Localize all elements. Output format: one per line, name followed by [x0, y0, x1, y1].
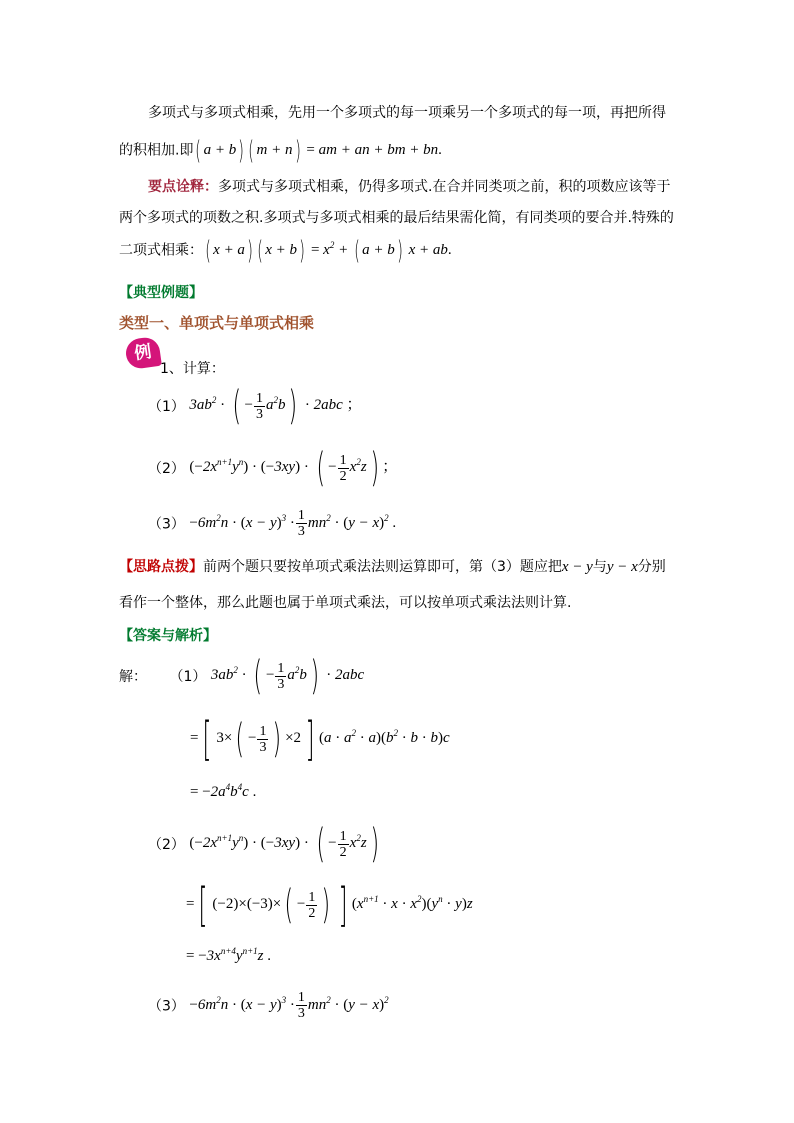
intro-line-2	[119, 138, 442, 164]
solution-1-label: （1）	[169, 669, 207, 685]
solution-2-line-1	[148, 821, 382, 867]
hint-line-2: 看作一个整体，那么此题也属于单项式乘法，可以按单项式乘法法则计算.	[119, 595, 572, 611]
solution-3-expression: $-6m^2n \cdot (x - y)^3$ · $\frac{1}{3}$ $mn^2 \cdot (y - x)^2$	[189, 990, 389, 1021]
problem-1-expression: $3ab^2$ · ( − $\frac{1}{3}$ $a^2b) \cdot 2abc$ ；	[189, 383, 362, 429]
hint-label: 【思路点拨】	[119, 559, 203, 575]
problem-3-expression: $-6m^2n \cdot (x - y)^3$ · $\frac{1}{3}$ $mn^2 \cdot (y - x)^2$ .	[189, 508, 397, 539]
problem-item-1	[148, 383, 362, 429]
answer-label: 【答案与解析】	[119, 628, 217, 644]
solution-1-step-1: =[ 3×( − $\frac{1}{3}$ ) ×2] $(a \cdot a^2 \cdot a)(b^2 \cdot b \cdot b)c$	[190, 712, 450, 766]
formula-poly-product: ( a + b) ( m + n) = am + an + bm + bn.	[195, 136, 442, 166]
solution-2-label: （2）	[148, 837, 185, 853]
hint-text-b: 与	[592, 559, 607, 575]
formula-binomial-product: ( x + a) ( $x + b) = x^2$ + ( a + b) x + ab.	[205, 236, 452, 266]
key-points-line-2: 两个多项式的项数之积.多项式与多项式相乘的最后结果需化简，有同类项的要合并.特殊的	[119, 210, 674, 226]
intro-line-1: 多项式与多项式相乘，先用一个多项式的每一项乘另一个多项式的每一项，再把所得	[148, 105, 666, 121]
section-title: 【典型例题】	[119, 285, 203, 301]
solution-1-expression: $3ab^2$ · ( − $\frac{1}{3}$ $a^2b) \cdot 2abc$	[210, 653, 365, 699]
solution-1-line-1	[119, 653, 365, 699]
solution-2-step-1: =[ (−2)×(−3)×( − $\frac{1}{2}$ ) ] $(x^{n+1} \cdot x \cdot x^2)(y^n \cdot y)z$	[186, 878, 473, 932]
problem-item-1-label: （1）	[148, 399, 185, 415]
type-title: 类型一、单项式与单项式相乘	[119, 314, 315, 332]
solution-1-result: = $-2a^4b^4c$ .	[190, 782, 257, 800]
problem-item-2	[148, 445, 398, 491]
solution-jie: 解：	[119, 669, 147, 685]
hint-line-1	[119, 556, 666, 576]
solution-3-label: （3）	[148, 998, 185, 1015]
solution-2-expression: $(-2x^{n+1}y^n) \cdot (-3xy)$ · ( − $\frac{1}{2}$ $x^2z$)	[189, 821, 379, 867]
solution-2-result: = $-3x^{n+4}y^{n+1}z$ .	[186, 946, 272, 964]
solution-2-line-2	[186, 878, 473, 932]
solution-1-line-3	[190, 784, 256, 801]
solution-2-line-3	[186, 948, 271, 965]
hint-expr-y-minus-x: y − x	[606, 559, 638, 575]
key-points-text-1: 多项式与多项式相乘，仍得多项式.在合并同类项之前，积的项数应该等于	[218, 179, 671, 195]
problem-item-3	[148, 508, 396, 539]
solution-1-line-2	[190, 712, 450, 766]
hint-expr-x-minus-y: x − y	[561, 559, 593, 575]
example-badge: 例	[124, 336, 162, 370]
problem-2-expression: $(-2x^{n+1}y^n) \cdot (-3xy)$ · ( − $\frac{1}{2}$ $x^2z$) ；	[189, 445, 398, 491]
problem-number: 1、计算：	[160, 361, 225, 377]
solution-3-line-1	[148, 990, 389, 1021]
hint-text-c: 分别	[637, 559, 666, 575]
key-points-line-3	[119, 238, 452, 264]
problem-item-2-label: （2）	[148, 461, 185, 477]
hint-text-a: 前两个题只要按单项式乘法法则运算即可，第（3）题应把	[203, 559, 562, 575]
key-points-text-3: 二项式相乘：	[119, 242, 203, 259]
intro-line-2-prefix: 的积相加.即	[119, 142, 194, 159]
problem-item-3-label: （3）	[148, 516, 185, 533]
key-points-label: 要点诠释：	[148, 179, 218, 195]
key-points-line-1	[148, 176, 670, 196]
